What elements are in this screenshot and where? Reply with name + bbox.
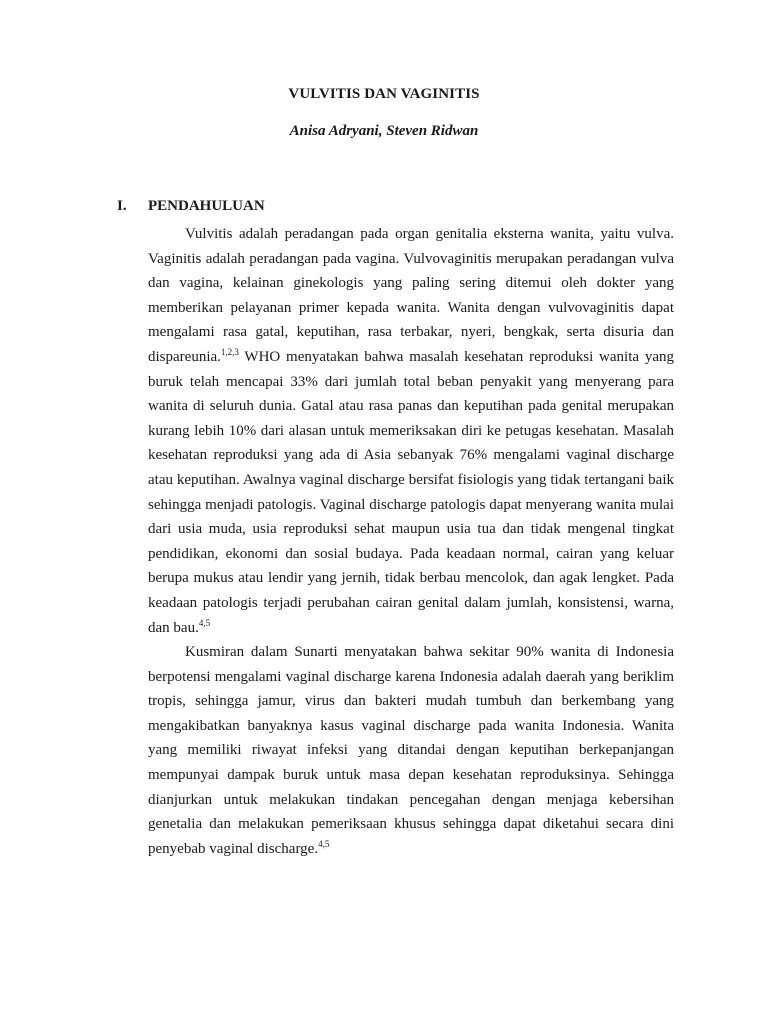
- section-number: I.: [117, 198, 127, 214]
- paragraph-text: WHO menyatakan bahwa masalah kesehatan reproduksi wanita yang buruk telah mencapai 33% dari jumlah total beban penyakit yang menyerang para wanita di seluruh dunia. Gatal atau rasa panas dan keputihan pada genital merupakan kurang lebih 10% dari alasan untuk memeriksakan diri ke petugas kesehatan. Masalah kesehatan reproduksi yang ada di Asia sebanyak 76% mengalami vaginal discharge atau keputihan. Awalnya vaginal discharge bersifat fisiologis yang tidak tertangani baik sehingga menjadi patologis. Vaginal discharge patologis dapat menyerang wanita mulai dari usia muda, usia reproduksi sehat maupun usia tua dan tidak mengenal tingkat pendidikan, ekonomi dan sosial budaya. Pada keadaan normal, cairan yang keluar berupa mukus atau lendir yang jernih, tidak berbau mencolok, dan agak lengket. Pada keadaan patologis terjadi perubahan cairan genital dalam jumlah, konsistensi, warna, dan bau.: [148, 348, 674, 636]
- paragraph-text: Kusmiran dalam Sunarti menyatakan bahwa sekitar 90% wanita di Indonesia berpotensi mengalami vaginal discharge karena Indonesia adalah daerah yang beriklim tropis, sehingga jamur, virus dan bakteri mudah tumbuh dan berkembang yang mengakibatkan banyaknya kasus vaginal discharge pada wanita Indonesia. Wanita yang memiliki riwayat infeksi yang ditandai dengan keputihan berkepanjangan mempunyai dampak buruk untuk masa depan kesehatan reproduksinya. Sehingga dianjurkan untuk melakukan tindakan pencegahan dengan menjaga kebersihan genetalia dan melakukan pemeriksaan khusus sehingga dapat diketahui secara dini penyebab vaginal discharge.: [148, 644, 674, 857]
- paragraph-2: [148, 640, 674, 861]
- citation-superscript: 1,2,3: [220, 346, 239, 357]
- section-body: [148, 222, 674, 861]
- citation-superscript: 4,5: [198, 617, 211, 628]
- citation-superscript: 4,5: [318, 838, 330, 849]
- paragraph-1: [148, 222, 674, 640]
- document-authors: Anisa Adryani, Steven Ridwan: [289, 123, 479, 139]
- document-title: VULVITIS DAN VAGINITIS: [288, 86, 480, 102]
- paragraph-text: Vulvitis adalah peradangan pada organ genitalia eksterna wanita, yaitu vulva. Vaginitis adalah peradangan pada vagina. Vulvovaginitis merupakan peradangan vulva dan vagina, kelainan ginekologis yang paling sering ditemui oleh dokter yang memberikan pelayanan primer kepada wanita. Wanita dengan vulvovaginitis dapat mengalami rasa gatal, keputihan, rasa terbakar, nyeri, bengkak, serta disuria dan dispareunia.: [148, 226, 674, 365]
- section-heading: PENDAHULUAN: [148, 198, 265, 214]
